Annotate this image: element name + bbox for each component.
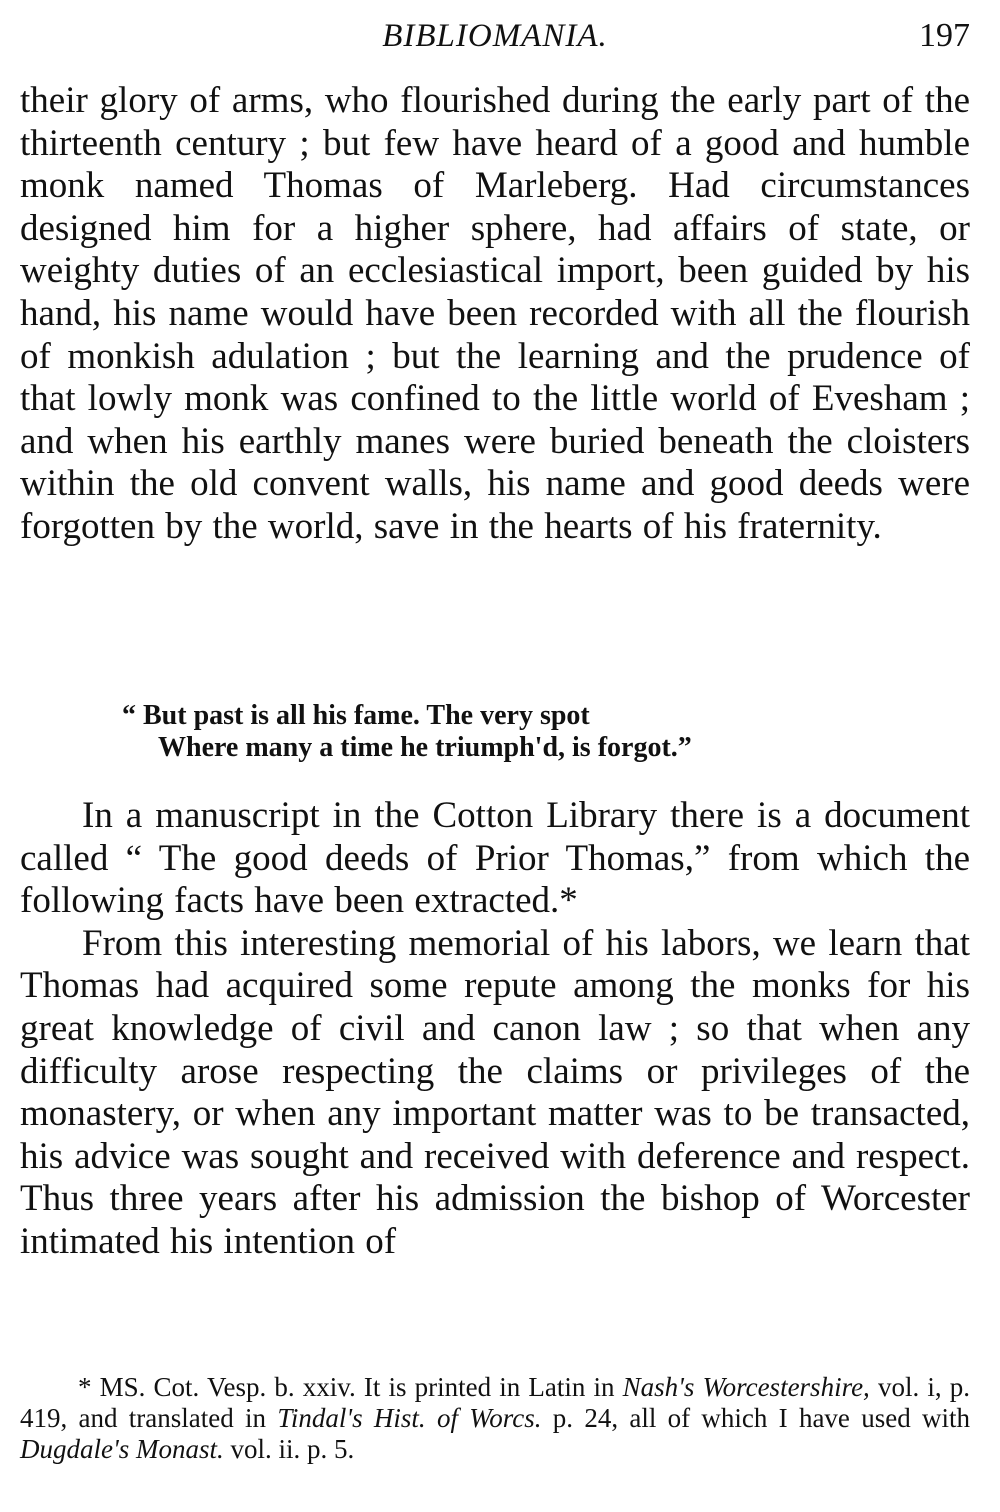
- verse-quotation: [122, 700, 692, 764]
- body-text-lower: [20, 795, 970, 1264]
- running-title: BIBLIOMANIA.: [382, 18, 608, 54]
- footnote-text-4: vol. ii. p. 5.: [223, 1434, 355, 1464]
- footnote-text-2: vol. i, p. 419, and translated in: [20, 1372, 970, 1433]
- footnote-ref-nash: Nash's Worcestershire,: [622, 1372, 870, 1402]
- paragraph-memorial: From this interesting memorial of his labors, we learn that Thomas had acquired some repute among the monks for his great knowledge of civil and canon law ; so that when any difficulty arose respecting the claims or privileges of the monastery, or when any important matter was to be transacted, his advice was sought and received with deference and respect. Thus three years after his admission the bishop of Worcester intimated his intention of: [20, 922, 970, 1262]
- footnote-marker: *: [78, 1372, 92, 1402]
- quote-line-1: “ But past is all his fame. The very spot: [122, 700, 590, 731]
- footnote-ref-tindal: Tindal's Hist. of Worcs.: [277, 1403, 542, 1433]
- page-number: 197: [919, 17, 970, 54]
- running-head: [20, 14, 970, 58]
- footnote: [20, 1372, 970, 1465]
- quote-line-2: Where many a time he triumph'd, is forgot.”: [158, 732, 692, 763]
- footnote-text-3: p. 24, all of which I have used with: [541, 1403, 970, 1433]
- footnote-text-1: MS. Cot. Vesp. b. xxiv. It is printed in Latin in: [91, 1372, 623, 1402]
- footnote-ref-dugdale: Dugdale's Monast.: [20, 1434, 224, 1464]
- paragraph-continued: their glory of arms, who flourished during the early part of the thirteenth century ; but few have heard of a good and humble monk named Thomas of Marleberg. Had circumstances designed him for a higher sphere, had affairs of state, or weighty duties of an ecclesiastical import, been guided by his hand, his name would have been recorded with all the flourish of monkish adulation ; but the learning and the prudence of that lowly monk was confined to the little world of Evesham ; and when his earthly manes were buried beneath the cloisters within the old convent walls, his name and good deeds were forgotten by the world, save in the hearts of his fraternity.: [20, 80, 970, 547]
- body-text-upper: [20, 80, 970, 549]
- paragraph-cotton-manuscript: In a manuscript in the Cotton Library there is a document called “ The good deeds of Prior Thomas,” from which the following facts have been extracted.*: [20, 795, 970, 922]
